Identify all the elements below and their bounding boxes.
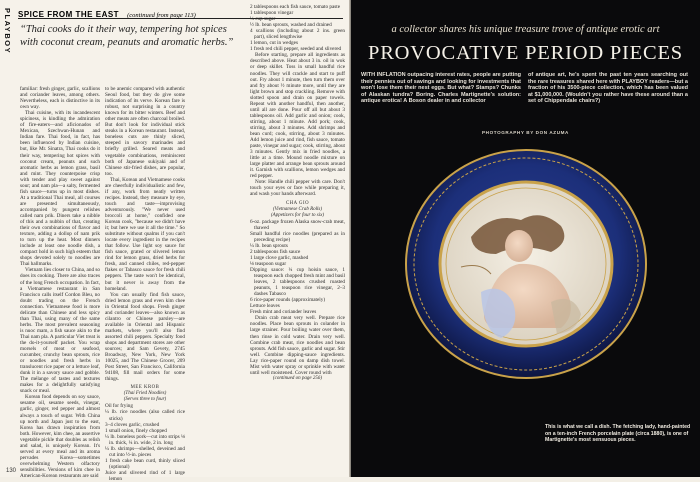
running-head-continued: (continued from page 113)	[127, 12, 196, 19]
paragraph: familiar: fresh ginger, garlic, scallions and coriander leaves, among others. Nevertheless, each is distinctive in its own way.	[20, 86, 100, 111]
column-c	[250, 4, 345, 464]
recipe-title: CHA GIO	[285, 200, 310, 206]
recipe-method: Before starting, prepare all ingredients as described above. Heat about 3 in. oil in wok or deep skillet. Toss in small handful rice noodles. They will crackle and start to puff out. Fry about 1 minute, then turn them over and fry about ½ minute more, until they are light brown and stop crackling. Remove with slotted spoon and drain on paper towels. Repeat with another handful, then another, until all are done. Pour off all but about 3 tablespoons oil. Add garlic and onion; cook, stirring, about 1 minute. Add pork; cook, stirring, about 3 minutes. Add shrimps and bean curd; cook, stirring, about 3 minutes. Add lemon juice and rind, fish sauce, tomato paste, vinegar and sugar; cook, stirring, about 3 minutes. Gently mix in fried noodles, a little at a time. Mound noodle mixture on large platter and arrange bean sprouts around it. Garnish with scallions, lemon wedges and red pepper.	[250, 52, 345, 180]
paragraph: You can usually find fish sauce, dried lemon grass and even kim chee in Oriental food shops. Fresh ginger and coriander leaves—also known as cilantro or Chinese parsley—are available in Oriental and Hispanic markets, where you'll also find assorted chili peppers. Specialty food shops and department stores are other sources; and Sam Gevety, 2745 Broadway, New York, New York 10025, and The Chinese Grocer, 209 Post Street, San Francisco, California 94108, fill mail orders for some things.	[105, 291, 185, 383]
ingredient: ¼ lb. bean sprouts	[250, 242, 288, 249]
ingredient: ⅛ teaspoon sugar	[250, 260, 287, 267]
ingredient: ½ lb. bean sprouts, washed and drained	[250, 22, 332, 29]
right-page	[351, 0, 700, 477]
ingredient: 3–4 cloves garlic, crushed	[105, 421, 160, 428]
ingredient: 1 large clove garlic, mashed	[250, 254, 309, 261]
recipe-title: MEE KROB	[130, 385, 160, 391]
ingredient: ¼ cup sugar	[250, 16, 276, 23]
ingredient: 6 rice-paper rounds (approximately)	[250, 297, 326, 304]
recipe-subtitle: (Vietnamese Crab Rolls)	[272, 206, 323, 212]
ingredient: ¼ lb. rice noodles (also called rice sticks)	[105, 409, 185, 422]
continued-line: (continued on page 256)	[272, 375, 323, 381]
intro-lead: WITH INFLATION	[361, 72, 406, 78]
paragraph: Korean food depends on soy sauce, sesame oil, sesame seeds, vinegar, garlic, ginger, red pepper and almost always a touch of sugar. With China up north and Japan just to the east, Korea has drawn inspiration from both. However, kim chee, an assertive vegetable pickle that doubles as relish and salad, is uniquely Korean. It's served at every meal and its aroma pervades Korea—sometimes overwhelming Western olfactory sensibilities. Versions of kim chee in American-Korean restaurants are said	[20, 394, 100, 479]
photo-caption: This is what we call a dish. The fetching lady, hand-painted on a ten-inch French porcelain plate (circa 1880), is one of Martignette's most sensuous pieces.	[545, 424, 691, 444]
photo-credit: PHOTOGRAPHY BY DON AZUMA	[482, 130, 569, 135]
ingredient: 2 tablespoons each fish sauce, tomato paste	[250, 4, 341, 10]
ingredient: Dipping sauce: ¼ cup hoisin sauce, 1 teaspoon each chopped fresh mint and basil leaves, 2 tablespoons crushed roasted peanuts, 1 teaspoon rice vinegar, 2–3 dashes Tabasco	[250, 267, 345, 298]
ingredient: Small handful rice noodles (prepared as in preceding recipe)	[250, 230, 345, 243]
ingredient: 6-oz. package frozen Alaska snow-crab meat, thawed	[250, 218, 345, 231]
column-b	[105, 86, 185, 482]
ingredient: Fresh mint and coriander leaves	[250, 309, 317, 316]
paragraph: Thai, Korean and Vietnamese cooks are cheerfully individualistic and few, if any, work from neatly written recipes. Instead, they measure by eye, touch and taste—improvising adventurously. "We never used broccoli at home," confided one Korean cook, "because we didn't have it; but here we use it all the time." So substitute without qualms if you can't locate every ingredient in the recipes that follow. Use light soy sauce for fish sauce, grated or slivered lemon rind for lemon grass, dried herbs for fresh, and canned chiles, red-pepper flakes or Tabasco sauce for fresh chili peppers. The taste won't be identical, but it never is away from the homeland.	[105, 176, 185, 292]
intro-column-a	[361, 72, 521, 105]
ingredient: 1 fresh cake bean curd, thinly sliced (optional)	[105, 457, 185, 470]
ingredient: 1 tablespoon vinegar	[250, 10, 294, 17]
recipe-serves: (Appetizers for four to six)	[270, 212, 325, 218]
intro-text-a: outpacing interest rates, people are putting their pennies out of savings and looking for investments that won't lose them their nest eggs. But what? Stamps? Chunks of Alaskan tundra? Boring. Charles Martignette's solution: antique erotica! A Boson dealer in and collector	[361, 72, 522, 104]
ingredient: 1 fresh red chili pepper, seeded and slivered	[250, 46, 342, 53]
intro-column-b: of antique art, he's spent the past ten years searching out the rare treasures shared here with PLAYBOY readers—but a fraction of his 3500-piece collection, which has been valued at $1,000,000. (Wouldn't you rather have these around than a set of Chippendale chairs?)	[528, 72, 688, 104]
column-a	[20, 86, 100, 479]
side-magazine-label	[2, 8, 12, 88]
paragraph: Vietnam lies closer to China, and so does its cooking. There are also traces of the long French occupation. In fact, a Vietnamese restaurant in San Francisco calls itself Cordon Bleu, no doubt trading on the French connection. Vietnamese food is more delicate than Chinese and less spicy than Thai, using many of the same herbs. The most prevalent seasoning is nuoc mam, a fish sauce akin to the Thai nam pla. A particular Viet treat is the do-it-yourself packet. You wrap morsels of meat or seafood, cucumber, crunchy bean sprouts, rice or noodles and fresh herbs in translucent rice paper or a lettuce leaf, dunk it in a savory sauce and gobble. The mélange of tastes and textures makes for a delightfully satisfying snack or meal.	[20, 267, 100, 395]
ingredient: ¼ lb. shrimps—shelled, deveined and cut into ½-in. pieces	[105, 445, 185, 458]
ingredient: ¼ lb. boneless pork—cut into strips ⅛ in. thick, ¼ in. wide, 2 in. long	[105, 433, 185, 446]
ingredient: Juice and slivered rind of 1 large lemon	[105, 469, 185, 482]
headline: PROVOCATIVE PERIOD PIECES	[368, 42, 683, 64]
recipe-note: Note: Handle chili pepper with care. Don't touch your eyes or face while preparing it, and wash your hands afterward.	[250, 179, 345, 198]
pull-quote: “Thai cooks do it their way, tempering hot spices with coconut cream, peanuts and aromatic herbs.”	[20, 24, 234, 48]
recipe-subtitle: (Thai Fried Noodles)	[123, 391, 167, 397]
side-label-text: PLAYBOY	[3, 8, 12, 55]
ingredient: 2 tablespoons fish sauce	[250, 248, 301, 255]
kicker: a collector shares his unique treasure trove of antique erotic art	[391, 24, 660, 35]
page-number: 130	[6, 468, 17, 474]
ingredient: 1 small onion, finely chopped	[105, 427, 167, 434]
paragraph: to be anemic compared with authentic Seoul food, but they do give some indication of its verve. Korean fare is robust, not surprising in a country known for its bitter winters. Beef and other meats are often charcoal broiled. But don't look for individual stick steaks in a Korean restaurant. Instead, boneless cuts are thinly sliced, steeped in savory marinades and briefly grilled. Seared meats and vegetable combinations, reminiscent both of Japanese sukiyaki and of Chinese stir-fried dishes, are popular, too.	[105, 86, 185, 177]
plate-illustration	[401, 142, 651, 382]
paragraph: Thai cuisine, with its incandescent spiciness, is kindling the admiration of fire-eaters—and aficionados of Mexican, Szechwan-Hunan and Indian fare. Thai food, in fact, has been influenced by Indian cuisine, but, like Mr. Sinatra, Thai cooks do it their way, tempering hot spices with coconut cream, peanuts and such aromatic herbs as lemon grass, basil and mint. They counterpoise crisp with tender and play sweet against sour; and nam pla—a salty, fermented fish sauce—turns up in most dishes. At a traditional Thai meal, all courses are presented simultaneously, accompanied by pungent relishes called nam prik. Diners take a nibble of this and a nubbin of that, creating their own combinations of flavor and texture, adding a dollop of nam prik to turn up the heat. Most dinners include at least one noodle dish, a compact hold in such high esteem that shops devoted solely to noodles are Thai hallmarks.	[20, 110, 100, 268]
porcelain-plate-photo	[401, 142, 651, 382]
ingredient: Lettuce leaves	[250, 303, 280, 310]
ingredient: 4 scallions (including about 2 ins. green part), sliced lengthwise	[250, 28, 345, 41]
ingredient: Oil for frying	[105, 403, 133, 410]
recipe-method: Drain crab meat very well. Prepare rice noodles. Place bean sprouts in colander in large strainer. Pour boiling water over them, then rinse in cold water. Drain very well. Combine crab meat, rice noodles and bean sprouts. Add fish sauce, garlic and sugar. Stir well. Combine dipping-sauce ingredients. Lay rice-paper round on damp dish towel. Mist with water spray or sprinkle with water until well moistened. Cover round with	[250, 315, 345, 376]
ingredient: 1 lemon, cut in wedges	[250, 40, 298, 47]
recipe-serves: (Serves three to four)	[123, 397, 167, 403]
running-head-title: SPICE FROM THE EAST	[18, 10, 120, 19]
